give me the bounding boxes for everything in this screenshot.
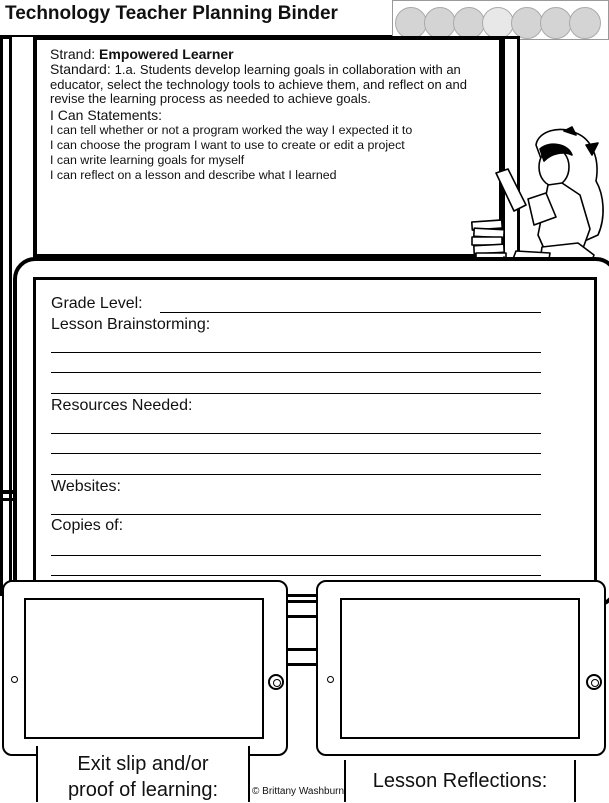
writing-line[interactable] <box>51 514 541 515</box>
binder-tab <box>511 7 543 39</box>
writing-line[interactable] <box>51 352 541 353</box>
binder-tab <box>453 7 485 39</box>
standard-value: 1.a. Students develop learning goals in collaboration with an educator, select the technology tools to achieve them, and reflect on and revise the learning process as needed to achieve goals. <box>50 62 467 106</box>
strand-value: Empowered Learner <box>99 46 234 62</box>
exit-slip-area[interactable] <box>24 598 264 739</box>
binder-tab <box>395 7 427 39</box>
exit-slip-ipad <box>2 580 288 756</box>
binder-tab <box>569 7 601 39</box>
home-button-icon <box>268 674 284 690</box>
ipad-connector <box>284 648 320 666</box>
strand-line <box>50 47 480 62</box>
writing-line[interactable] <box>51 575 541 576</box>
standard-label: Standard: <box>50 61 115 77</box>
writing-line[interactable] <box>51 433 541 434</box>
binder-tabs <box>392 0 609 40</box>
writing-line[interactable] <box>51 555 541 556</box>
grade-level-line[interactable] <box>160 312 541 313</box>
grade-level-label: Grade Level: <box>51 295 143 312</box>
i-can-statement: I can write learning goals for myself <box>50 152 245 167</box>
writing-line[interactable] <box>51 474 541 475</box>
exit-slip-caption-line: Exit slip and/or <box>77 753 209 775</box>
camera-icon <box>11 676 18 683</box>
i-can-statement: I can reflect on a lesson and describe what I learned <box>50 167 337 182</box>
writing-line[interactable] <box>51 453 541 454</box>
websites-label: Websites: <box>51 478 121 495</box>
exit-slip-caption-line: proof of learning: <box>67 779 219 801</box>
i-can-statement: I can choose the program I want to use to create or edit a project <box>50 137 405 152</box>
resources-needed-label: Resources Needed: <box>51 397 193 414</box>
lesson-brainstorming-label: Lesson Brainstorming: <box>51 316 211 333</box>
home-button-icon <box>586 674 602 690</box>
writing-line[interactable] <box>51 372 541 373</box>
copies-of-label: Copies of: <box>51 517 124 534</box>
binder-tab <box>540 7 572 39</box>
copyright-credit: © Brittany Washburn <box>252 786 345 797</box>
i-can-label: I Can Statements: <box>50 106 163 123</box>
lesson-reflections-area[interactable] <box>340 598 580 739</box>
standard-paragraph <box>50 62 480 107</box>
binder-tab <box>424 7 456 39</box>
page-title: Technology Teacher Planning Binder <box>5 3 338 24</box>
camera-icon <box>327 676 334 683</box>
exit-slip-caption <box>36 751 250 803</box>
strand-label: Strand: <box>50 46 100 62</box>
i-can-statement: I can tell whether or not a program worked the way I expected it to <box>50 122 413 137</box>
binder-tab <box>482 7 514 39</box>
lesson-reflections-caption: Lesson Reflections: <box>372 770 548 792</box>
standard-text <box>50 47 480 183</box>
lesson-reflections-ipad <box>316 580 606 756</box>
frame-left-bar <box>0 36 12 596</box>
ipad-connector <box>284 600 320 618</box>
writing-line[interactable] <box>51 393 541 394</box>
